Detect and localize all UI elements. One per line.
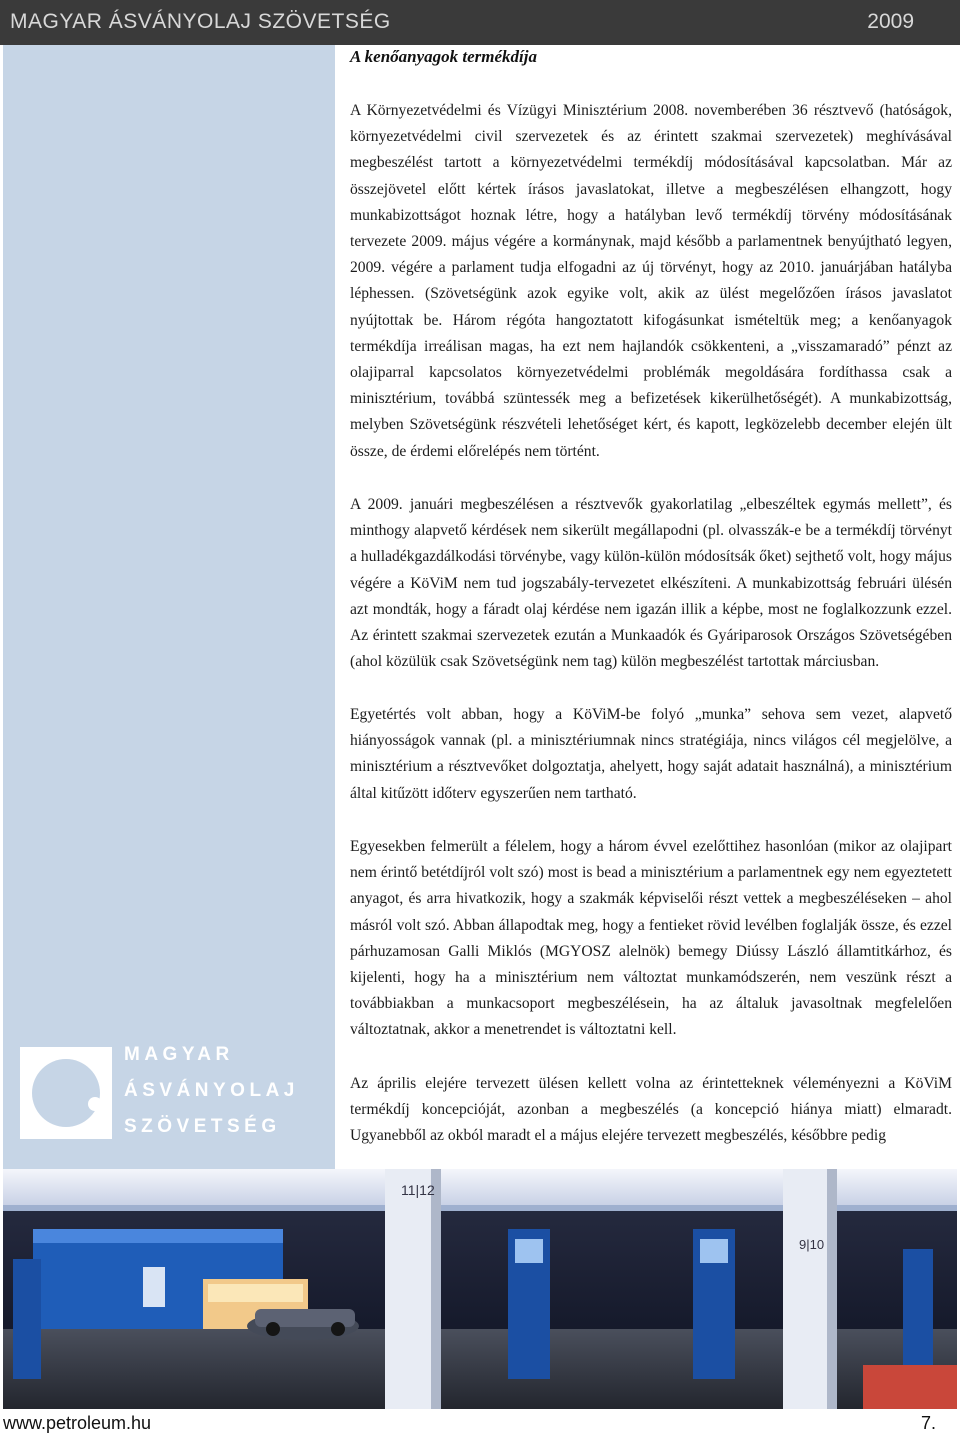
pump-sign-left: 11|12 <box>401 1182 435 1198</box>
association-logo-icon <box>20 1047 112 1139</box>
header-org-name: MAGYAR ÁSVÁNYOLAJ SZÖVETSÉG <box>10 10 391 33</box>
logo-text-line3: SZÖVETSÉG <box>124 1116 281 1137</box>
article-paragraph-1: A Környezetvédelmi és Vízügyi Minisztérium 2008. novemberében 36 résztvevő (hatóságok, környezetvédelmi civil szervezetek és az érintett szakmai szervezetek) meghívásával megbeszélést tartott a környezetvédelmi termékdíj módosításával kapcsolatban. Már az összejövetel előtt kértek írásos javaslatokat, illetve a megbeszélésen elhangzott, hogy munkabizottságot hoznak létre, hogy a hatályban levő termékdíj törvény módosításának tervezete 2009. május végére a kormánynak, majd később a parlamentnek benyújtható legyen, 2009. végére a parlament tudja elfogadni az új törvényt, hogy az 2010. januárjában hatályba léphessen. (Szövetségünk azok egyike volt, akik az ülést megelőzően írásos javaslatot nyújtottak be. Három régóta hangoztatott kifogásunkat ismételtük meg; a kenőanyagok termékdíja irreálisan magas, ha ezt nem hajlandók csökkenteni, a „visszamaradó” pénzt az olajiparral kapcsolatos környezetvédelmi problémák megoldására fordíthassa csak a minisztérium, továbbá szüntessék meg a befizetések kikerülhetőségét). A munkabizottság, melyben Szövetségünk részvételi lehetőséget kért, és kapott, legközelebb december elején ült össze, de érdemi előrelépés nem történt. <box>350 102 952 460</box>
header-year: 2009 <box>867 10 914 33</box>
article-paragraph-4: Egyesekben felmerült a félelem, hogy a három évvel ezelőttihez hasonlóan (mikor az olajipart nem érintő betétdíjról volt szó) most is bead a minisztérium a parlamentnek egy nem egyeztetett anyagot, és arra hivatkozik, hogy a szakmák képviselői részt vettek a megbeszéléseken – ahol másról volt szó. Abban állapodtak meg, hogy a fentieket rövid levélben foglalják össze, és ezzel párhuzamosan Galli Miklós (MGYOSZ alelnök) bemegy Diússy László államtitkárhoz, és kijelenti, hogy ha a minisztérium nem változtat munkamódszerén, nem veszünk részt a továbbiakban a munkacsoport megbeszélésein, ha az általuk javasoltnak megfelelően változtatnak, akkor a menetrendet is változtatni kell. <box>350 838 952 1039</box>
gas-station-photo <box>3 1169 957 1409</box>
article-paragraph-3: Egyetértés volt abban, hogy a KöViM-be folyó „munka” sehova sem vezet, alapvető hiányosságok vannak (pl. a minisztériumnak nincs stratégiája, nincs világos cél megjelölve, a minisztérium a résztvevőket dolgoztatja, ahelyett, hogy saját adatait használná), a minisztérium által kitűzött időterv egyszerűen nem tartható. <box>350 706 952 802</box>
article-paragraph-5: Az április elejére tervezett ülésen kellett volna az érintetteknek véleményezni a KöViM termékdíj koncepcióját, azonban a megbeszélés (a koncepció hiánya miatt) elmaradt. Ugyanebből az okból maradt el a május elejére tervezett megbeszélés, későbbre pedig <box>350 1075 952 1145</box>
logo-dot <box>88 1097 102 1111</box>
footer-page-number: 7. <box>920 1413 936 1433</box>
article-title: A kenőanyagok termékdíja <box>350 47 537 66</box>
footer-url-link[interactable]: www.petroleum.hu <box>3 1413 152 1433</box>
logo-text-line2: ÁSVÁNYOLAJ <box>124 1080 299 1101</box>
sidebar-panel <box>3 45 335 1169</box>
pump-sign-right: 9|10 <box>799 1237 825 1252</box>
article-paragraph-2: A 2009. januári megbeszélésen a résztvevők gyakorlatilag „elbeszéltek egymás mellett”, és minthogy alapvető kérdések nem sikerült megállapodni (pl. olvasszák-e be a termékdíj törvényt a hulladékgazdálkodási törvénybe, vagy külön-külön módosítsák őket) sejthető volt, hogy május végére a KöViM nem tud jogszabály-tervezetet elkészíteni. A munkabizottság februári ülésén azt mondták, hogy a fáradt olaj kérdése nem igazán illik a képbe, most ne foglalkozzunk ezzel. Az érintett szakmai szervezetek ezután a Munkaadók és Gyáriparosok Országos Szövetségében (ahol közülük csak Szövetségünk nem tag) külön megbeszélést tartottak márciusban. <box>350 496 952 671</box>
page-header <box>0 0 960 45</box>
logo-text-line1: MAGYAR <box>124 1044 234 1065</box>
logo-circle <box>32 1059 100 1127</box>
